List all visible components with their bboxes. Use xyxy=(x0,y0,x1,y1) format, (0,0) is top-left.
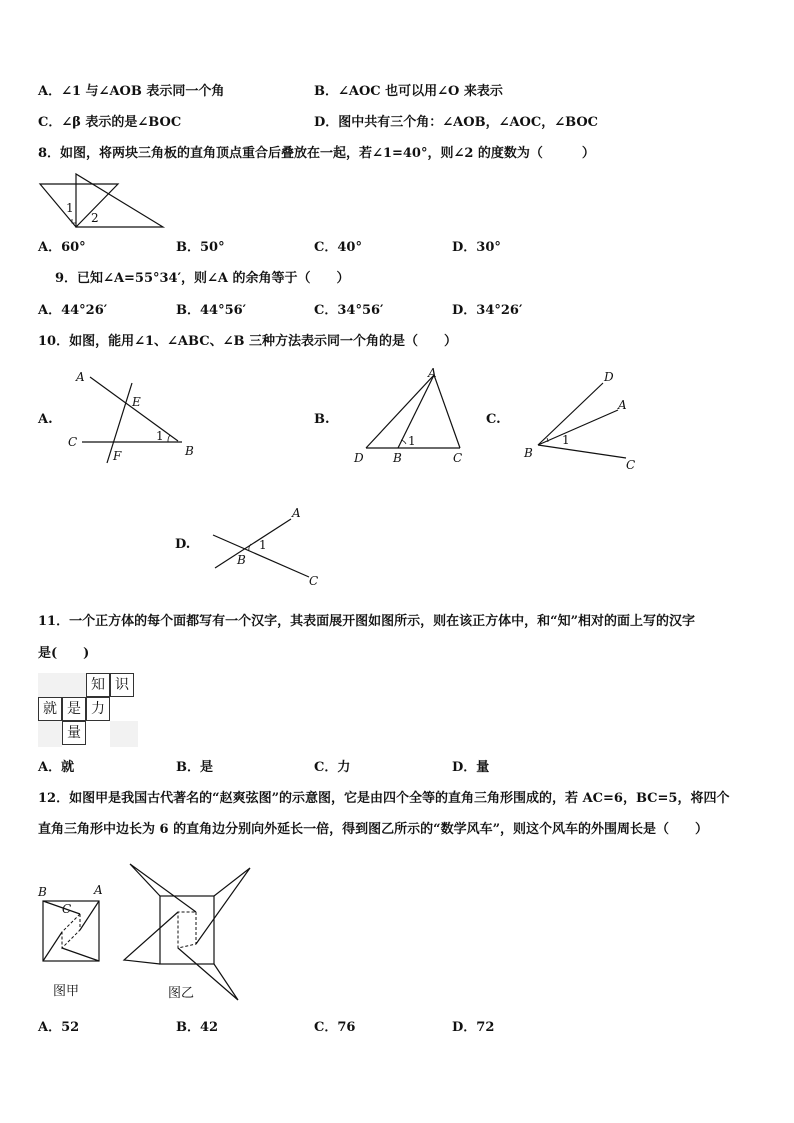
q10a-label-a: A xyxy=(76,370,85,384)
q9-option-d: D．34°26′ xyxy=(452,303,523,318)
q10-stem: 10．如图，能用∠1、∠ABC、∠B 三种方法表示同一个角的是（ ） xyxy=(38,334,457,349)
q10-figure-d xyxy=(205,505,325,590)
q10a-label-1: 1 xyxy=(156,429,164,443)
q7-option-c: C．∠β 表示的是∠BOC xyxy=(38,115,182,130)
q7-option-b: B．∠AOC 也可以用∠O 来表示 xyxy=(314,84,503,99)
q8-option-a: A．60° xyxy=(38,240,86,255)
q11-cube-net xyxy=(38,673,138,748)
q11-option-a: A．就 xyxy=(38,760,75,775)
q12-option-c: C．76 xyxy=(314,1020,356,1035)
net-shade xyxy=(38,673,86,697)
q11-option-b: B．是 xyxy=(176,760,213,775)
q10a-label-e: E xyxy=(132,395,141,409)
q10b-label-b: B xyxy=(393,451,402,465)
q10a-label-b: B xyxy=(185,444,194,458)
net-cell-jiu: 就 xyxy=(38,697,62,721)
q10-option-b-label: B. xyxy=(314,412,330,427)
q10c-label-c: C xyxy=(626,458,636,472)
net-cell-shi: 识 xyxy=(110,673,134,697)
q10a-label-f: F xyxy=(113,449,122,463)
q8-option-d: D．30° xyxy=(452,240,501,255)
q10b-label-a: A xyxy=(428,366,437,380)
q12-caption-jia: 图甲 xyxy=(53,984,80,999)
q12-jia-label-b: B xyxy=(38,885,47,899)
net-cell-shi2: 是 xyxy=(62,697,86,721)
q7-option-d: D．图中共有三个角：∠AOB，∠AOC，∠BOC xyxy=(314,115,599,130)
q10-option-c-label: C. xyxy=(486,412,501,427)
q8-angle-1-label: 1 xyxy=(66,201,74,215)
q12-option-a: A．52 xyxy=(38,1020,80,1035)
q8-option-c: C．40° xyxy=(314,240,362,255)
net-shade xyxy=(38,721,62,747)
q9-option-b: B．44°56′ xyxy=(176,303,247,318)
q9-stem: 9．已知∠A=55°34′，则∠A 的余角等于（ ） xyxy=(55,271,350,286)
q10c-label-1: 1 xyxy=(562,433,570,447)
q8-angle-2-label: 2 xyxy=(91,211,99,225)
net-shade xyxy=(110,721,138,747)
q10-figure-a xyxy=(60,365,210,465)
q10-option-d-label: D. xyxy=(175,537,191,552)
q12-caption-yi: 图乙 xyxy=(168,986,195,1001)
q8-triangles-figure xyxy=(38,172,168,230)
q11-option-c: C．力 xyxy=(314,760,351,775)
q10b-label-d: D xyxy=(354,451,364,465)
q9-option-a: A．44°26′ xyxy=(38,303,108,318)
q10c-label-a: A xyxy=(618,398,627,412)
q10a-label-c: C xyxy=(68,435,78,449)
q10d-label-c: C xyxy=(309,574,319,588)
q12-figure-yi-windmill xyxy=(120,862,255,1004)
q8-option-b: B．50° xyxy=(176,240,225,255)
q10-option-a-label: A. xyxy=(38,412,53,427)
q10b-label-c: C xyxy=(453,451,463,465)
q10-figure-c xyxy=(518,365,648,470)
q12-stem-line1: 12．如图甲是我国古代著名的“赵爽弦图”的示意图，它是由四个全等的直角三角形围成的，若 AC=6，BC=5，将四个 xyxy=(38,791,730,806)
q12-figure-jia xyxy=(36,880,116,970)
q12-option-d: D．72 xyxy=(452,1020,495,1035)
q10b-label-1: 1 xyxy=(408,434,416,448)
q10-figure-b xyxy=(348,365,473,467)
q7-option-a: A．∠1 与∠AOB 表示同一个角 xyxy=(38,84,225,99)
net-cell-zhi: 知 xyxy=(86,673,110,697)
q11-stem-line1: 11．一个正方体的每个面都写有一个汉字，其表面展开图如图所示，则在该正方体中，和“知”相对的面上写的汉字 xyxy=(38,614,696,629)
q10c-label-b: B xyxy=(524,446,533,460)
q10c-label-d: D xyxy=(604,370,614,384)
q11-stem-line2: 是( ) xyxy=(38,646,90,661)
q8-stem: 8．如图，将两块三角板的直角顶点重合后叠放在一起，若∠1=40°，则∠2 的度数为（ ） xyxy=(38,146,595,161)
q12-jia-label-c: C xyxy=(62,902,72,916)
q12-stem-line2: 直角三角形中边长为 6 的直角边分别向外延长一倍，得到图乙所示的“数学风车”，则这个风车的外围周长是（ ） xyxy=(38,822,709,837)
q10d-label-b: B xyxy=(237,553,246,567)
q10d-label-a: A xyxy=(292,506,301,520)
q9-option-c: C．34°56′ xyxy=(314,303,384,318)
q12-option-b: B．42 xyxy=(176,1020,219,1035)
q12-jia-label-a: A xyxy=(94,883,103,897)
q10d-label-1: 1 xyxy=(259,538,267,552)
net-cell-li: 力 xyxy=(86,697,110,721)
net-cell-liang: 量 xyxy=(62,721,86,745)
q11-option-d: D．量 xyxy=(452,760,490,775)
